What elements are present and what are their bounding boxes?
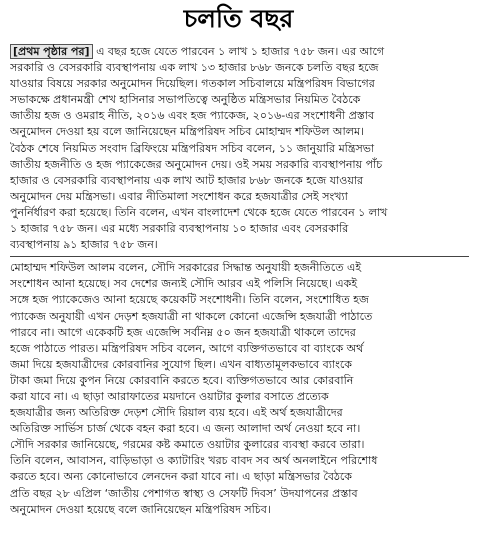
- text-line: [10, 124, 469, 140]
- text-line: [10, 341, 469, 357]
- text-line: [10, 205, 469, 221]
- text-line: [10, 141, 469, 157]
- line-text: করা যাবে না। এ ছাড়া আরাফাতের ময়দানে ওয়াটার কুলার বসাতে প্রত্যেক: [10, 389, 329, 403]
- line-text: তিনি বলেন, আবাসন, বাড়িভাড়া ও ক্যাটারিং খরচ বাবদ সব অর্থ অনলাইনে পরিশোধ: [10, 454, 378, 468]
- text-line: [10, 92, 469, 108]
- text-line: [10, 189, 469, 205]
- text-line: [10, 173, 469, 189]
- text-line: [10, 221, 469, 237]
- line-text: জাতীয় হজনীতি ও হজ প্যাকেজের অনুমোদন দেয়। ওই সময় সরকারি ব্যবস্থাপনায় পাঁচ: [10, 157, 383, 171]
- text-line: [10, 389, 469, 405]
- text-line: [10, 309, 469, 325]
- line-text: প্যাকেজ অনুযায়ী এখন দেড়শ হজযাত্রী না থাকলে কোনো এজেন্সি হজযাত্রী পাঠাতে: [10, 309, 373, 323]
- line-text: হজযাত্রীর জন্য অতিরিক্ত দেড়শ সৌদি রিয়াল ব্যয় হবে। এই অর্থ হজযাত্রীদের: [10, 406, 343, 420]
- continued-from-tag: [প্রথম পৃষ্ঠার পর]: [10, 44, 93, 59]
- line-text: এ বছর হজে যেতে পারবেন ১ লাখ ১ হাজার ৭৫৮ জন। এর আগে: [96, 45, 385, 58]
- line-text: প্রতি বছর ২৮ এপ্রিল ‘জাতীয় পেশাগত স্বাস্থ্য ও সেফটি দিবস’ উদযাপনের প্রস্তাব: [10, 486, 358, 500]
- text-line: [10, 157, 469, 173]
- text-line: [10, 421, 469, 437]
- article-body: [10, 44, 469, 518]
- article-title: চলতি বছর: [183, 4, 294, 33]
- line-text: বৈঠক শেষে নিয়মিত সংবাদ ব্রিফিংয়ে মন্ত্রিপরিষদ সচিব বলেন, ১১ জানুয়ারি মন্ত্রিসভা: [10, 141, 375, 155]
- line-text: সংশোধন আনা হয়েছে। সব দেশের জন্যই সৌদি আরব এই পলিসি নিয়েছে। একই: [10, 277, 358, 291]
- line-text: টাকা জমা দিয়ে কুপন নিয়ে কোরবানি করতে হবে। ব্যক্তিগতভাবে আর কোরবানি: [10, 373, 354, 387]
- line-text: সরকারি ও বেসরকারি ব্যবস্থাপনায় এক লাখ ১৩ হাজার ৮৬৮ জনকে চলতি বছর হজে: [10, 61, 379, 75]
- line-text: জাতীয় হজ ও ওমরাহ নীতি, ২০১৬ এবং হজ প্যাকেজ, ২০১৬-এর সংশোধনী প্রস্তাব: [10, 109, 375, 123]
- line-text: হজে পাঠাতে পারত। মন্ত্রিপরিষদ সচিব বলেন, আগে ব্যক্তিগতভাবে বা ব্যাংকে অর্থ: [10, 341, 364, 355]
- text-line: [10, 469, 469, 485]
- paragraph-2: [10, 260, 469, 518]
- text-line: [10, 357, 469, 373]
- line-text: সৌদি সরকার জানিয়েছে, গরমের কষ্ট কমাতে ওয়াটার কুলারের ব্যবস্থা করবে তারা।: [10, 438, 365, 452]
- line-text: যাওয়ার বিষয়ে সরকার অনুমোদন দিয়েছিল। গতকাল সচিবালয়ে মন্ত্রিপরিষদ বিভাগের: [10, 77, 375, 91]
- text-line: [10, 108, 469, 124]
- line-text: সভাকক্ষে প্রধানমন্ত্রী শেখ হাসিনার সভাপতিত্বে অনুষ্ঠিত মন্ত্রিসভার নিয়মিত বৈঠকে: [10, 93, 361, 107]
- text-line: [10, 486, 469, 502]
- text-line: [10, 502, 469, 518]
- line-text: হাজার ও বেসরকারি ব্যবস্থাপনায় এক লাখ আট হাজার ৮৬৮ জনকে হজে যাওয়ার: [10, 173, 364, 187]
- text-line: [10, 260, 469, 276]
- line-text: করতে হবে। অন্য কোনোভাবে লেনদেন করা যাবে না। এ ছাড়া মন্ত্রিসভার বৈঠকে: [10, 470, 352, 484]
- text-line: [10, 292, 469, 308]
- paragraph-1: [10, 44, 469, 253]
- text-line: [10, 76, 469, 92]
- text-line: [10, 44, 469, 60]
- line-text: অনুমোদন দেওয়া হয় বলে জানিয়েছেন মন্ত্রিপরিষদ সচিব মোহাম্মদ শফিউল আলম।: [10, 125, 365, 139]
- text-line: [10, 437, 469, 453]
- line-text: জমা দিয়ে হজযাত্রীদের কোরবানির সুযোগ ছিল। এখন বাধ্যতামূলকভাবে ব্যাংকে: [10, 357, 352, 371]
- text-line: [10, 60, 469, 76]
- text-line: [10, 276, 469, 292]
- text-line: [10, 405, 469, 421]
- line-text: সঙ্গে হজ প্যাকেজেও আনা হয়েছে কয়েকটি সংশোধনী। তিনি বলেন, সংশোধিত হজ: [10, 293, 369, 307]
- line-text: অতিরিক্ত সার্ভিস চার্জ থেকে বহন করা হবে। এ জন্য আলাদা অর্থ নেওয়া হবে না।: [10, 422, 361, 436]
- text-line: [10, 325, 469, 341]
- line-text: পুনর্নির্ধারণ করা হয়েছে। তিনি বলেন, এখন বাংলাদেশ থেকে হজে যেতে পারবেন ১ লাখ: [10, 205, 388, 219]
- line-text: ১ হাজার ৭৫৮ জন। এর মধ্যে সরকারি ব্যবস্থাপনায় ১০ হাজার এবং বেসরকারি: [10, 222, 349, 236]
- text-line: [10, 453, 469, 469]
- paragraph-divider: [10, 256, 469, 257]
- line-text: অনুমোদন দেওয়া হয়েছে বলে জানিয়েছেন মন্ত্রিপরিষদ সচিব।: [10, 502, 271, 516]
- line-text: অনুমোদন দেয় মন্ত্রিসভা। এবার নীতিমালা সংশোধন করে হজযাত্রীর সেই সংখ্যা: [10, 189, 348, 203]
- line-text: ব্যবস্থাপনায় ৯১ হাজার ৭৫৮ জন।: [10, 238, 158, 252]
- text-line: [10, 373, 469, 389]
- text-line: [10, 237, 469, 253]
- line-text: মোহাম্মদ শফিউল আলম বলেন, সৌদি সরকারের সিদ্ধান্ত অনুযায়ী হজনীতিতে এই: [10, 261, 362, 275]
- line-text: পারবে না। আগে একেকটি হজ এজেন্সি সর্বনিম্ন ৫০ জন হজযাত্রী থাকলে তাদের: [10, 325, 356, 339]
